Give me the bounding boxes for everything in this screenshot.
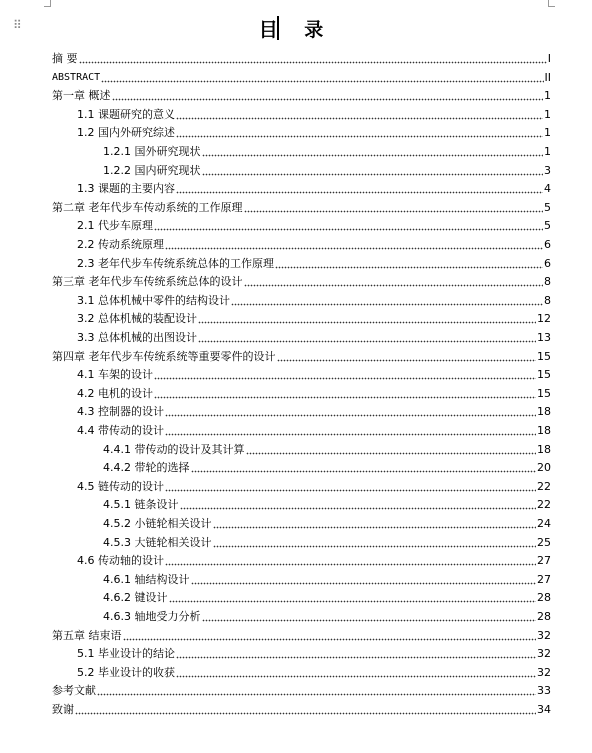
toc-entry-label: 3.1 总体机械中零件的结构设计 (77, 293, 230, 307)
toc-entry-label: 1.2.2 国内研究现状 (103, 163, 201, 177)
toc-entry[interactable] (103, 439, 551, 457)
toc-entry-page-number: 12 (537, 312, 551, 326)
toc-leader-dots (231, 295, 543, 306)
toc-entry-label: 4.3 控制器的设计 (77, 405, 164, 419)
toc-leader-dots (213, 537, 537, 548)
toc-title: 目 录 (258, 19, 334, 41)
toc-leader-dots (244, 276, 544, 287)
toc-entry-label: 第二章 老年代步车传动系统的工作原理 (52, 200, 243, 214)
toc-leader-dots (180, 499, 537, 510)
toc-entry[interactable] (77, 550, 551, 568)
toc-entry-label: 4.4.1 带传动的设计及其计算 (103, 442, 245, 456)
toc-entry-page-number: I (547, 52, 551, 65)
toc-entry-label: 2.2 传动系统原理 (77, 238, 164, 251)
toc-entry-label: 4.6.3 轴地受力分析 (103, 610, 201, 623)
toc-entry-label: 4.5.3 大链轮相关设计 (103, 535, 212, 549)
toc-entry-page-number: 15 (537, 386, 551, 400)
page-corner-mark-left (44, 0, 51, 7)
toc-entry-label: 1.2.1 国外研究现状 (103, 145, 201, 158)
toc-entry[interactable] (77, 383, 551, 401)
toc-entry-page-number: 5 (544, 200, 551, 214)
toc-entry[interactable] (77, 104, 551, 122)
toc-entry[interactable] (77, 290, 551, 308)
toc-entry-page-number: 8 (544, 293, 551, 307)
toc-leader-dots (165, 239, 543, 250)
toc-entry-page-number: 1 (544, 107, 551, 121)
toc-leader-dots (176, 127, 543, 138)
toc-entry-page-number: 18 (537, 424, 551, 437)
toc-entry-label: 4.1 车架的设计 (77, 368, 153, 382)
toc-entry[interactable] (103, 160, 551, 178)
toc-leader-dots (277, 351, 537, 362)
toc-entry-label: 4.5 链传动的设计 (77, 479, 164, 493)
toc-entry-label: ABSTRACT (52, 71, 101, 83)
toc-entry-page-number: 24 (537, 517, 551, 530)
toc-entry-page-number: 32 (537, 647, 551, 661)
toc-leader-dots (97, 685, 536, 696)
toc-leader-dots (191, 462, 537, 473)
toc-entry-page-number: 28 (537, 591, 551, 605)
toc-entry-label: 摘 要 (52, 52, 78, 65)
toc-entry-page-number: 13 (537, 331, 551, 344)
toc-leader-dots (75, 704, 536, 715)
toc-leader-dots (198, 313, 536, 324)
toc-entry[interactable] (52, 699, 551, 717)
toc-entry-label: 4.4 带传动的设计 (77, 424, 164, 437)
toc-entry[interactable] (103, 494, 551, 512)
toc-leader-dots (79, 53, 547, 64)
toc-entry[interactable] (77, 364, 551, 382)
toc-entry[interactable] (77, 643, 551, 661)
toc-entry[interactable] (77, 476, 551, 494)
toc-entry[interactable] (52, 271, 551, 289)
toc-leader-dots (202, 165, 544, 176)
toc-entry[interactable] (103, 513, 551, 531)
toc-entry-page-number: 22 (537, 479, 551, 493)
toc-entry[interactable] (77, 234, 551, 252)
toc-entry-label: 5.2 毕业设计的收获 (77, 665, 175, 679)
toc-entry-page-number: 18 (537, 442, 551, 456)
toc-entry-label: 第一章 概述 (52, 89, 111, 103)
toc-leader-dots (154, 220, 543, 231)
toc-entry-page-number: 1 (544, 126, 551, 140)
toc-entry[interactable] (77, 253, 551, 271)
toc-leader-dots (202, 146, 544, 157)
toc-leader-dots (176, 667, 536, 678)
toc-entry-page-number: 25 (537, 535, 551, 549)
toc-entry[interactable] (103, 457, 551, 475)
toc-entry-label: 3.2 总体机械的装配设计 (77, 312, 197, 326)
toc-entry-label: 3.3 总体机械的出图设计 (77, 331, 197, 344)
toc-entry-label: 第四章 老年代步车传统系统等重要零件的设计 (52, 349, 276, 363)
toc-entry-page-number: 33 (537, 684, 551, 698)
toc-leader-dots (176, 648, 536, 659)
toc-entry-label: 第三章 老年代步车传统系统总体的设计 (52, 275, 243, 289)
toc-entry-label: 4.4.2 带轮的选择 (103, 461, 190, 475)
toc-leader-dots (202, 611, 537, 622)
drag-handle-icon[interactable]: ⠿ (13, 18, 23, 32)
toc-entry[interactable] (77, 308, 551, 326)
toc-entry-page-number: 15 (537, 349, 551, 363)
toc-entry-page-number: 6 (544, 256, 551, 270)
toc-entry[interactable] (103, 141, 551, 159)
toc-leader-dots (244, 202, 544, 213)
toc-entry-page-number: 28 (537, 610, 551, 623)
toc-entry-page-number: 34 (537, 703, 551, 716)
toc-entry-label: 致谢 (52, 703, 74, 716)
toc-entry-page-number: 1 (544, 145, 551, 158)
toc-entry[interactable] (77, 178, 551, 196)
toc-leader-dots (101, 72, 543, 83)
toc-entry-page-number: 18 (537, 405, 551, 419)
toc-leader-dots (176, 183, 543, 194)
toc-entry[interactable] (52, 680, 551, 698)
toc-leader-dots (169, 592, 537, 603)
toc-entry-page-number: 27 (537, 572, 551, 586)
toc-leader-dots (198, 332, 536, 343)
toc-entry[interactable] (103, 606, 551, 624)
toc-entry-page-number: 5 (544, 219, 551, 233)
toc-entry-page-number: 15 (537, 368, 551, 382)
toc-leader-dots (165, 555, 536, 566)
toc-entry-label: 4.5.1 链条设计 (103, 498, 179, 512)
toc-entry[interactable] (52, 67, 551, 85)
toc-entry-label: 第五章 结束语 (52, 628, 122, 642)
toc-leader-dots (165, 406, 536, 417)
toc-entry[interactable] (77, 215, 551, 233)
toc-entry-label: 1.3 课题的主要内容 (77, 182, 175, 196)
toc-entry-label: 5.1 毕业设计的结论 (77, 647, 175, 661)
toc-entry[interactable] (52, 48, 551, 66)
toc-entry[interactable] (103, 587, 551, 605)
toc-entry-page-number: 32 (537, 628, 551, 642)
toc-entry-page-number: 4 (544, 182, 551, 196)
toc-entry-label: 1.1 课题研究的意义 (77, 107, 175, 121)
toc-entry-page-number: 27 (537, 554, 551, 568)
toc-leader-dots (112, 90, 544, 101)
toc-leader-dots (154, 369, 536, 380)
toc-entry-page-number: 8 (544, 275, 551, 289)
toc-entry-label: 4.5.2 小链轮相关设计 (103, 517, 212, 530)
toc-leader-dots (191, 574, 537, 585)
toc-leader-dots (275, 258, 543, 269)
toc-entry[interactable] (52, 346, 551, 364)
toc-leader-dots (213, 518, 537, 529)
toc-entry[interactable] (77, 662, 551, 680)
toc-entry-page-number: 1 (544, 89, 551, 103)
toc-entry[interactable] (77, 122, 551, 140)
toc-entry-page-number: 6 (544, 238, 551, 251)
toc-entry[interactable] (103, 532, 551, 550)
toc-entry-page-number: 32 (537, 665, 551, 679)
toc-entry-page-number: 22 (537, 498, 551, 512)
toc-leader-dots (165, 425, 536, 436)
toc-entry-label: 4.6.2 键设计 (103, 591, 168, 605)
toc-entry[interactable] (52, 625, 551, 643)
toc-leader-dots (176, 109, 543, 120)
toc-leader-dots (165, 481, 536, 492)
toc-entry[interactable] (77, 327, 551, 345)
toc-entry-label: 参考文献 (52, 684, 96, 698)
toc-leader-dots (123, 630, 537, 641)
toc-entry[interactable] (103, 569, 551, 587)
toc-entry[interactable] (77, 401, 551, 419)
toc-entry-label: 1.2 国内外研究综述 (77, 126, 175, 140)
toc-entry-label: 2.1 代步车原理 (77, 219, 153, 233)
toc-entry-label: 4.2 电机的设计 (77, 386, 153, 400)
toc-entry-page-number: 20 (537, 461, 551, 475)
page-corner-mark-right (548, 0, 555, 7)
toc-leader-dots (246, 444, 537, 455)
toc-entry-page-number: 3 (544, 163, 551, 177)
toc-entry-label: 4.6 传动轴的设计 (77, 554, 164, 568)
toc-entry-label: 4.6.1 轴结构设计 (103, 572, 190, 586)
toc-entry[interactable] (52, 85, 551, 103)
toc-entry-page-number: II (544, 70, 551, 84)
toc-entry[interactable] (52, 197, 551, 215)
toc-entry[interactable] (77, 420, 551, 438)
toc-leader-dots (154, 388, 536, 399)
toc-entry-label: 2.3 老年代步车传统系统总体的工作原理 (77, 256, 274, 270)
